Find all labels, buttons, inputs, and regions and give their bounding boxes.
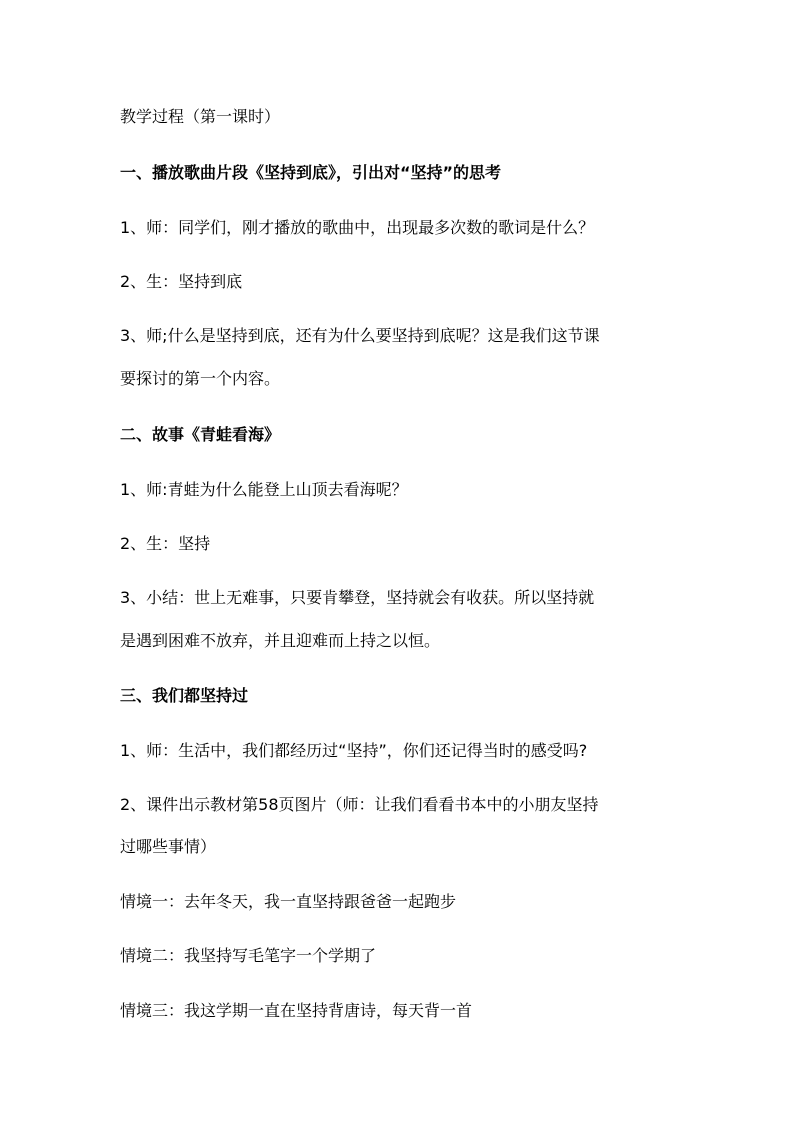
scenario-1: 情境一：去年冬天，我一直坚持跟爸爸一起跑步 bbox=[120, 892, 457, 911]
section-2-item-2: 2、生：坚持 bbox=[120, 534, 211, 553]
section-1-item-1: 1、师：同学们，刚才播放的歌曲中，出现最多次数的歌词是什么？ bbox=[120, 218, 595, 237]
section-3-item-2-line-2: 过哪些事情） bbox=[120, 837, 217, 856]
section-2-item-3-line-1: 3、小结：世上无难事，只要肯攀登，坚持就会有收获。所以坚持就 bbox=[120, 588, 595, 607]
document-title: 教学过程（第一课时） bbox=[120, 107, 281, 126]
scenario-2: 情境二：我坚持写毛笔字一个学期了 bbox=[120, 946, 377, 965]
section-3-item-2-line-1: 2、课件出示教材第58页图片（师：让我们看看书本中的小朋友坚持 bbox=[120, 795, 599, 814]
section-3-heading: 三、我们都坚持过 bbox=[120, 686, 249, 705]
section-1-item-3-line-1: 3、师;什么是坚持到底，还有为什么要坚持到底呢？这是我们这节课 bbox=[120, 326, 600, 345]
section-1-heading: 一、播放歌曲片段《坚持到底》，引出对“坚持”的思考 bbox=[120, 163, 502, 182]
scenario-3: 情境三：我这学期一直在坚持背唐诗，每天背一首 bbox=[120, 1001, 473, 1020]
section-2-item-1: 1、师:青蛙为什么能登上山顶去看海呢？ bbox=[120, 480, 408, 499]
section-2-heading: 二、故事《青蛙看海》 bbox=[120, 425, 281, 444]
section-2-item-3-line-2: 是遇到困难不放弃，并且迎难而上持之以恒。 bbox=[120, 631, 441, 650]
section-3-item-1: 1、师：生活中，我们都经历过“坚持”，你们还记得当时的感受吗? bbox=[120, 741, 588, 760]
section-1-item-3-line-2: 要探讨的第一个内容。 bbox=[120, 369, 281, 388]
section-1-item-2: 2、生：坚持到底 bbox=[120, 272, 243, 291]
